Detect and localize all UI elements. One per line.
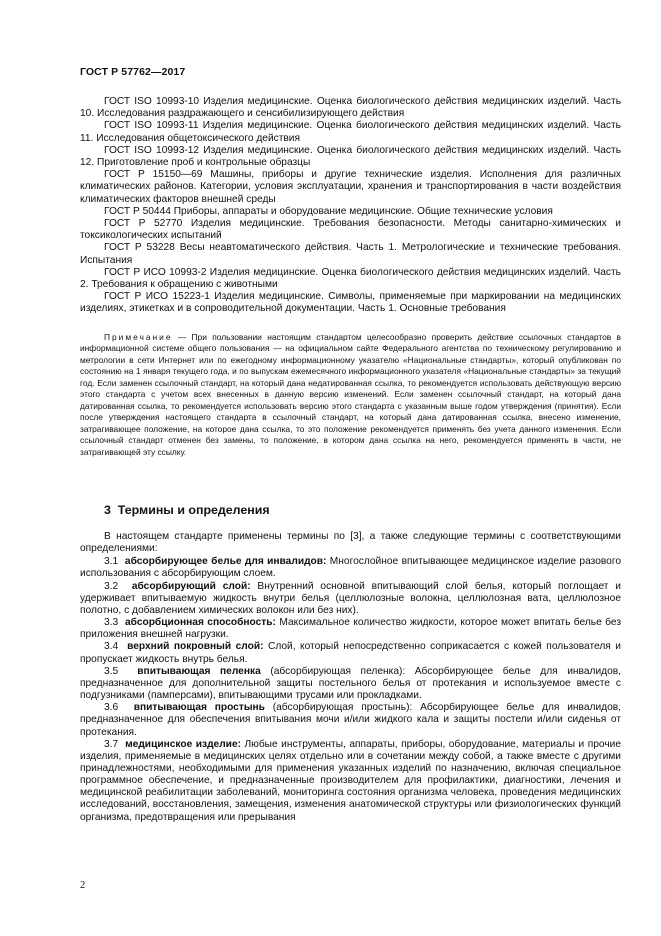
definition-term: абсорбирующий слой: [131, 580, 251, 592]
section-number: 3 [104, 503, 111, 517]
reference-item: ГОСТ ISO 10993-12 Изделия медицинские. Оценка биологического действия медицинских изделий. Часть 12. Приготовление проб и контрольные образцы [80, 144, 621, 169]
definition-item: 3.4 верхний покровный слой: Слой, который непосредственно соприкасается с кожей пользователя и пропускает жидкость внутрь белья. [80, 641, 621, 665]
note-label: Примечание [104, 332, 173, 342]
reference-item: ГОСТ Р 53228 Весы неавтоматического действия. Часть 1. Метрологические и технические требования. Испытания [80, 242, 621, 266]
section-heading [104, 503, 270, 517]
definition-item: 3.5 впитывающая пеленка (абсорбирующая пеленка): Абсорбирующее белье для инвалидов, предназначенное для дополнительной защиты постельного белья от протекания и используемое вместе с подгузниками (памперсами), впитывающими трусами или прокладками. [80, 665, 621, 702]
definition-text: Слой, который непосредственно соприкасается с кожей пользователя и пропускает жидкость внутрь белья. [80, 641, 621, 665]
reference-item: ГОСТ ISO 10993-11 Изделия медицинские. Оценка биологического действия медицинских изделий. Часть 11. Исследования общетоксического действия [80, 120, 621, 144]
definitions-list [80, 531, 621, 824]
definition-term: абсорбционная способность: [125, 617, 276, 629]
reference-item: ГОСТ Р 15150—69 Машины, приборы и другие технические изделия. Исполнения для различных климатических районов. Категории, условия эксплуатации, хранения и транспортирования в части воздействия климатических факторов внешней среды [80, 169, 621, 205]
reference-item: ГОСТ Р 52770 Изделия медицинские. Требования безопасности. Методы санитарно-химических и токсикологических испытаний [80, 218, 621, 242]
definition-item: 3.2 абсорбирующий слой: Внутренний основной впитывающий слой белья, который поглощает и удерживает впитываемую жидкость внутри белья (целлюлозные волокна, целлюлозная вата, целлюлозное полотно, с добавлением химических волокон или без них). [80, 580, 621, 616]
definition-term: впитывающая пеленка [137, 665, 261, 677]
references-note [80, 332, 621, 458]
definition-term: абсорбирующее белье для инвалидов: [124, 556, 327, 568]
definition-text: Любые инструменты, аппараты, приборы, оборудование, материалы и прочие изделия, применяемые в медицинских целях отдельно или в сочетании между собой, а также вместе с другими принадлежностями, необходимыми для применения указанных изделий по назначению, включая специальное программное обеспечение, и предназначенные производителем для профилактики, диагностики, лечения и медицинской реабилитации заболеваний, мониторинга состояния организма человека, проведения медицинских исследований, восстановления, замещения, изменения анатомической структуры или физиологических функций организма, предотвращения или прерывания [80, 738, 621, 823]
definition-text: Максимальное количество жидкости, которое может впитать белье без приложения внешней нагрузки. [80, 617, 622, 641]
section-intro: В настоящем стандарте применены термины по [3], а также следующие термины с соответствующими определениями: [80, 531, 621, 555]
document-header: ГОСТ Р 57762—2017 [80, 66, 186, 78]
reference-item: ГОСТ Р ИСО 10993-2 Изделия медицинские. Оценка биологического действия медицинских изделий. Часть 2. Требования к обращению с животными [80, 266, 621, 291]
definition-text: Внутренний основной впитывающий слой белья, который поглощает и удерживает впитываемую жидкость внутри белья (целлюлозные волокна, целлюлозная вата, целлюлозное полотно, с добавлением химических волокон или без них). [80, 580, 621, 616]
definition-item: 3.3 абсорбционная способность: Максимальное количество жидкости, которое может впитать белье без приложения внешней нагрузки. [80, 617, 622, 641]
normative-references-list [80, 96, 621, 316]
definition-item: 3.7 медицинское изделие: Любые инструменты, аппараты, приборы, оборудование, материалы и прочие изделия, применяемые в медицинских целях отдельно или в сочетании между собой, а также вместе с другими принадлежностями, необходимыми для применения указанных изделий по назначению, включая специальное программное обеспечение, и предназначенные производителем для профилактики, диагностики, лечения и медицинской реабилитации заболеваний, мониторинга состояния организма человека, проведения медицинских исследований, восстановления, замещения, изменения анатомической структуры или физиологических функций организма, предотвращения или прерывания [80, 738, 621, 823]
definition-item: 3.6 впитывающая простынь (абсорбирующая простынь): Абсорбирующее белье для инвалидов, предназначенное для обеспечения впитывания мочи и/или жидкого кала и защиты постели и/или сиденья от протекания. [80, 702, 621, 738]
definition-term: впитывающая простынь [133, 702, 265, 714]
note-text: — При пользовании настоящим стандартом целесообразно проверить действие ссылочных стандартов в информационной системе общего пользования — на официальном сайте Федерального агентства по техническому регулированию и метрологии в сети Интернет или по ежегодному информационному указателю «Национальные стандарты», который опубликован по состоянию на 1 января текущего года, и по выпускам ежемесячного информационного указателя «Национальные стандарты» за текущий год. Если заменен ссылочный стандарт, на который дана недатированная ссылка, то рекомендуется использовать действующую версию этого стандарта с учетом всех внесенных в данную версию изменений. Если заменен ссылочный стандарт, на который дана датированная ссылка, то рекомендуется использовать версию этого стандарта с указанным выше годом утверждения (принятия). Если после утверждения настоящего стандарта в ссылочный стандарт, на который дана датированная ссылка, внесено изменение, затрагивающее положение, на которое дана ссылка, то это положение рекомендуется применять без учета данного изменения. Если ссылочный стандарт отменен без замены, то положение, в котором дана ссылка на него, рекомендуется применять в части, не затрагивающей эту ссылку. [80, 332, 621, 457]
definition-text: Многослойное впитывающее медицинское изделие разового использования с абсорбирующим слоем. [80, 556, 621, 580]
reference-item: ГОСТ Р ИСО 15223-1 Изделия медицинские. Символы, применяемые при маркировании на медицинских изделиях, этикетках и в сопроводительной документации. Часть 1. Основные требования [80, 291, 621, 315]
definition-text: (абсорбирующая простынь): Абсорбирующее белье для инвалидов, предназначенное для обеспечения впитывания мочи и/или жидкого кала и защиты постели и/или сиденья от протекания. [80, 702, 621, 738]
definition-term: верхний покровный слой: [127, 641, 264, 653]
reference-item: ГОСТ Р 50444 Приборы, аппараты и оборудование медицинские. Общие технические условия [104, 205, 553, 217]
page-number: 2 [80, 880, 86, 891]
definition-text: (абсорбирующая пеленка): Абсорбирующее белье для инвалидов, предназначенное для дополнительной защиты постельного белья от протекания и используемое вместе с подгузниками (памперсами), впитывающими трусами или прокладками. [80, 665, 621, 702]
reference-item: ГОСТ ISO 10993-10 Изделия медицинские. Оценка биологического действия медицинских изделий. Часть 10. Исследования раздражающего и сенсибилизирующего действия [80, 96, 621, 120]
definition-term: медицинское изделие: [125, 738, 242, 750]
definition-item: 3.1 абсорбирующее белье для инвалидов: Многослойное впитывающее медицинское изделие разового использования с абсорбирующим слоем. [80, 556, 621, 580]
section-title: Термины и определения [117, 503, 270, 517]
